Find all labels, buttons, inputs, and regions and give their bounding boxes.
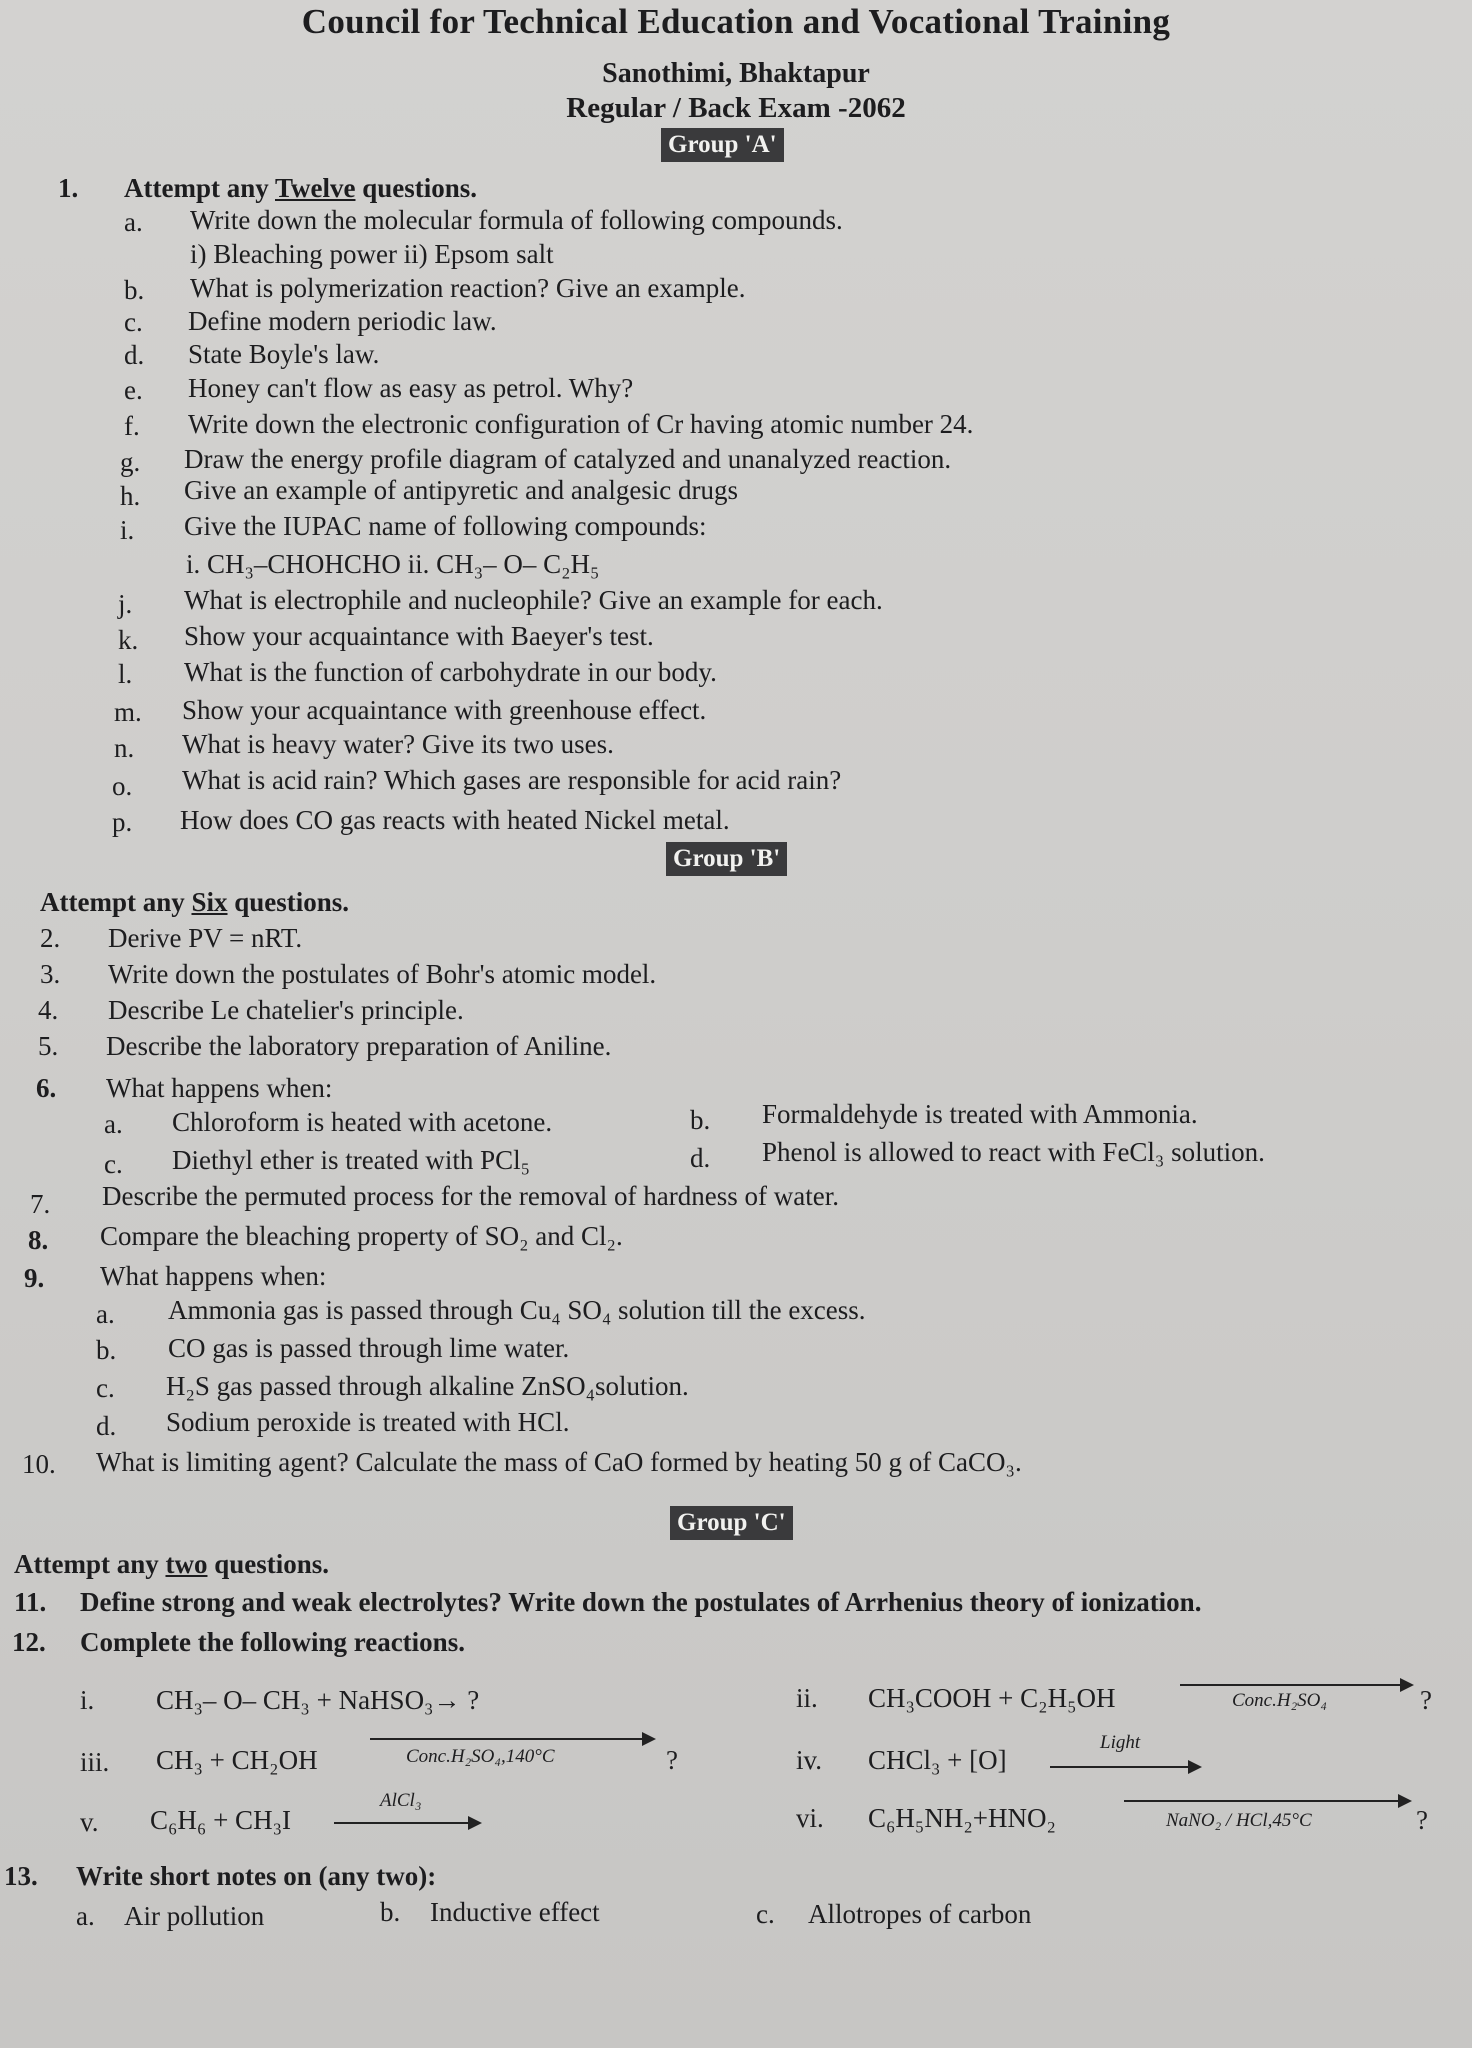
question-item: What is polymerization reaction? Give an example. bbox=[190, 273, 746, 303]
note-key: b. bbox=[380, 1897, 401, 1927]
question-item: Draw the energy profile diagram of catalyzed and unanalyzed reaction. bbox=[184, 444, 952, 474]
question-item: i) Bleaching power ii) Epsom salt bbox=[190, 239, 554, 269]
item-key: k. bbox=[118, 625, 139, 655]
question-item: Give an example of antipyretic and analgesic drugs bbox=[184, 475, 739, 505]
question-item: Describe the laboratory preparation of Aniline. bbox=[106, 1031, 612, 1061]
question-item: What is acid rain? Which gases are responsible for acid rain? bbox=[182, 765, 842, 795]
reaction-arrow bbox=[1124, 1800, 1410, 1802]
item-key: 7. bbox=[30, 1189, 51, 1219]
reaction-condition: NaNO₂ / HCl,45°C bbox=[1166, 1810, 1312, 1831]
item-key: d. bbox=[124, 340, 145, 370]
item-key: 13. bbox=[4, 1861, 38, 1891]
item-key: b. bbox=[690, 1105, 711, 1135]
question-item: Formaldehyde is treated with Ammonia. bbox=[762, 1099, 1198, 1129]
question-item: Write down the molecular formula of following compounds. bbox=[190, 205, 843, 235]
item-key: d. bbox=[96, 1411, 117, 1441]
question-item: What is electrophile and nucleophile? Give an example for each. bbox=[184, 585, 883, 615]
reaction-equation: CH₃COOH + C₂H₅OH bbox=[868, 1683, 1116, 1713]
item-key: 12. bbox=[12, 1627, 46, 1657]
item-key: b. bbox=[124, 275, 145, 305]
item-key: e. bbox=[124, 375, 143, 405]
item-key: l. bbox=[118, 659, 133, 689]
reaction-condition: Conc.H₂SO₄,140°C bbox=[406, 1746, 555, 1767]
reaction-key: ii. bbox=[796, 1683, 818, 1713]
item-key: 5. bbox=[38, 1031, 59, 1061]
item-key: c. bbox=[96, 1373, 115, 1403]
question-item: Describe the permuted process for the removal of hardness of water. bbox=[102, 1181, 839, 1211]
reaction-product: ? bbox=[1420, 1685, 1432, 1715]
note-item: Allotropes of carbon bbox=[808, 1899, 1032, 1929]
question-item: Sodium peroxide is treated with HCl. bbox=[166, 1407, 570, 1437]
item-key: 2. bbox=[40, 923, 61, 953]
reaction-product: ? bbox=[1416, 1805, 1428, 1835]
reaction-product: ? bbox=[666, 1745, 678, 1775]
question-item: Chloroform is heated with acetone. bbox=[172, 1107, 553, 1137]
item-key: i. bbox=[120, 515, 135, 545]
item-key: 11. bbox=[14, 1587, 47, 1617]
reaction-key: vi. bbox=[796, 1803, 824, 1833]
question-item: Describe Le chatelier's principle. bbox=[108, 995, 464, 1025]
reaction-arrow bbox=[1050, 1766, 1200, 1768]
question-item: Honey can't flow as easy as petrol. Why? bbox=[188, 373, 634, 403]
reaction-equation: C₆H₅NH₂+HNO₂ bbox=[868, 1803, 1056, 1833]
group-a-label: Group 'A' bbox=[661, 128, 784, 162]
group-b-label: Group 'B' bbox=[666, 842, 787, 876]
question-item: H₂S gas passed through alkaline ZnSO₄solution. bbox=[166, 1371, 689, 1401]
item-key: c. bbox=[104, 1149, 123, 1179]
reaction-condition: Conc.H₂SO₄ bbox=[1232, 1690, 1328, 1711]
question-item: What is the function of carbohydrate in our body. bbox=[184, 657, 717, 687]
item-key: j. bbox=[118, 589, 133, 619]
reaction-key: iii. bbox=[80, 1747, 110, 1777]
question-item: Phenol is allowed to react with FeCl₃ solution. bbox=[762, 1137, 1265, 1167]
item-key: p. bbox=[112, 807, 133, 837]
item-key: m. bbox=[114, 697, 142, 727]
item-key: n. bbox=[114, 733, 135, 763]
reaction-condition: Light bbox=[1100, 1732, 1141, 1753]
item-key: b. bbox=[96, 1335, 117, 1365]
item-key: 6. bbox=[36, 1073, 57, 1103]
reaction-key: i. bbox=[80, 1685, 95, 1715]
question-item: Show your acquaintance with greenhouse effect. bbox=[182, 695, 707, 725]
question-item: What happens when: bbox=[106, 1073, 333, 1103]
question-item: Write down the electronic configuration of Cr having atomic number 24. bbox=[188, 409, 974, 439]
note-key: a. bbox=[76, 1901, 95, 1931]
question-item: Write down the postulates of Bohr's atomic model. bbox=[108, 959, 657, 989]
item-key: c. bbox=[124, 307, 143, 337]
reaction-equation: CH₃ + CH₂OH bbox=[156, 1745, 318, 1775]
item-key: d. bbox=[690, 1143, 711, 1173]
location: Sanothimi, Bhaktapur bbox=[602, 58, 870, 89]
question-item: Define strong and weak electrolytes? Write down the postulates of Arrhenius theory of ionization. bbox=[80, 1587, 1202, 1617]
question-item: Give the IUPAC name of following compounds: bbox=[184, 511, 707, 541]
item-key: 8. bbox=[28, 1225, 49, 1255]
reaction-equation: CHCl₃ + [O] bbox=[868, 1745, 1007, 1775]
note-item: Inductive effect bbox=[430, 1897, 600, 1927]
reaction-arrow bbox=[1180, 1684, 1412, 1686]
group-c-instruction: Attempt any two questions. bbox=[14, 1549, 330, 1579]
question-item: CO gas is passed through lime water. bbox=[168, 1333, 570, 1363]
item-key: a. bbox=[104, 1109, 123, 1139]
item-key: a. bbox=[124, 207, 143, 237]
question-item: How does CO gas reacts with heated Nickel metal. bbox=[180, 805, 730, 835]
reaction-arrow bbox=[370, 1738, 654, 1740]
reaction-condition: AlCl₃ bbox=[380, 1790, 422, 1811]
note-key: c. bbox=[756, 1899, 775, 1929]
exam-title: Regular / Back Exam -2062 bbox=[566, 92, 906, 124]
note-item: Air pollution bbox=[124, 1901, 265, 1931]
question-item: Define modern periodic law. bbox=[188, 306, 497, 336]
item-key: 4. bbox=[38, 995, 59, 1025]
question-item: What is heavy water? Give its two uses. bbox=[182, 729, 614, 759]
item-key: a. bbox=[96, 1299, 115, 1329]
question-item: Ammonia gas is passed through Cu₄ SO₄ solution till the excess. bbox=[168, 1295, 866, 1325]
council-title: Council for Technical Education and Vocational Training bbox=[301, 2, 1171, 41]
item-key: 9. bbox=[24, 1263, 45, 1293]
group-b-instruction: Attempt any Six questions. bbox=[40, 887, 350, 917]
group-c-label: Group 'C' bbox=[670, 1506, 793, 1540]
question-item: Compare the bleaching property of SO₂ and Cl₂. bbox=[100, 1221, 623, 1251]
reaction-equation: CH₃– O– CH₃ + NaHSO₃→ ? bbox=[156, 1685, 480, 1715]
item-key: f. bbox=[124, 411, 140, 441]
question-item: What is limiting agent? Calculate the mass of CaO formed by heating 50 g of CaCO₃. bbox=[96, 1447, 1022, 1477]
item-key: g. bbox=[120, 447, 141, 477]
reaction-key: iv. bbox=[796, 1745, 822, 1775]
item-key: h. bbox=[120, 481, 141, 511]
reaction-arrow bbox=[334, 1822, 480, 1824]
reaction-equation: C₆H₆ + CH₃I bbox=[150, 1805, 291, 1835]
question-item: Complete the following reactions. bbox=[80, 1627, 465, 1657]
item-key: 10. bbox=[22, 1449, 56, 1479]
question-item: Write short notes on (any two): bbox=[76, 1861, 437, 1891]
item-key: o. bbox=[112, 771, 133, 801]
question-item: Derive PV = nRT. bbox=[108, 923, 303, 953]
item-key: 3. bbox=[40, 959, 61, 989]
question-item: i. CH₃–CHOHCHO ii. CH₃– O– C₂H₅ bbox=[186, 549, 600, 579]
question-item: State Boyle's law. bbox=[188, 339, 380, 369]
question-item: What happens when: bbox=[100, 1261, 327, 1291]
group-a-instruction: Attempt any Twelve questions. bbox=[124, 173, 478, 203]
question-number: 1. bbox=[58, 173, 79, 203]
question-item: Show your acquaintance with Baeyer's test. bbox=[184, 621, 654, 651]
question-item: Diethyl ether is treated with PCl₅ bbox=[172, 1145, 531, 1175]
reaction-key: v. bbox=[80, 1807, 99, 1837]
